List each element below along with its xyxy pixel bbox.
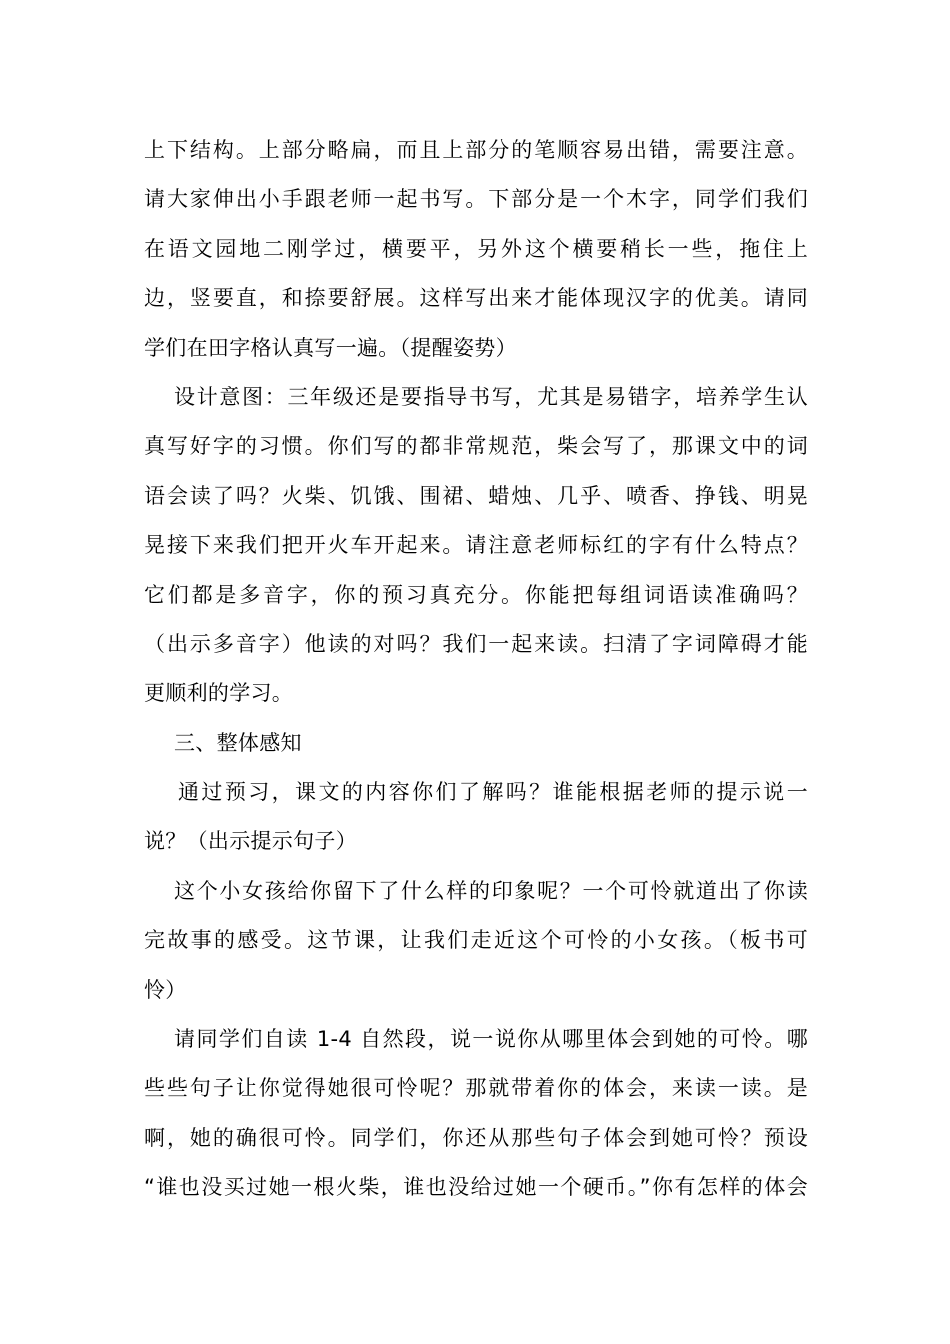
text-line-10: 它们都是多音字，你的预习真充分。你能把每组词语读准确吗？ xyxy=(144,582,808,607)
text-line-16: 这个小女孩给你留下了什么样的印象呢？一个可怜就道出了你读 xyxy=(174,878,808,903)
text-line-15: 说？（出示提示句子） xyxy=(144,829,357,854)
text-line-1: 上下结构。上部分略扁，而且上部分的笔顺容易出错，需要注意。 xyxy=(144,138,808,162)
text-line-8: 语会读了吗？火柴、饥饿、围裙、蜡烛、几乎、喷香、挣钱、明晃 xyxy=(144,483,808,508)
text-line-7: 真写好字的习惯。你们写的都非常规范，柴会写了，那课文中的词 xyxy=(144,434,808,459)
text-line-11: （出示多音字）他读的对吗？我们一起来读。扫清了字词障碍才能 xyxy=(144,631,808,656)
text-line-2: 请大家伸出小手跟老师一起书写。下部分是一个木字，同学们我们 xyxy=(144,187,808,212)
text-line-21: 啊，她的确很可怜。同学们，你还从那些句子体会到她可怜？预设 xyxy=(144,1125,808,1150)
text-line-3: 在语文园地二刚学过，横要平，另外这个横要稍长一些，拖住上 xyxy=(144,236,808,261)
text-line-5: 学们在田字格认真写一遍。（提醒姿势） xyxy=(144,335,517,360)
text-line-22: “谁也没买过她一根火柴，谁也没给过她一个硬币。”你有怎样的体会 xyxy=(144,1175,808,1200)
text-line-9: 晃接下来我们把开火车开起来。请注意老师标红的字有什么特点？ xyxy=(144,533,808,558)
text-line-20: 些些句子让你觉得她很可怜呢？那就带着你的体会，来读一读。是 xyxy=(144,1076,808,1101)
text-line-14: 通过预习，课文的内容你们了解吗？谁能根据老师的提示说一 xyxy=(178,780,808,805)
text-line-18: 怜） xyxy=(144,977,187,1002)
text-line-17: 完故事的感受。这节课，让我们走近这个可怜的小女孩。（板书可 xyxy=(144,928,808,953)
text-line-4: 边，竖要直，和捺要舒展。这样写出来才能体现汉字的优美。请同 xyxy=(144,286,808,311)
text-line-19: 请同学们自读 1-4 自然段，说一说你从哪里体会到她的可怜。哪 xyxy=(174,1027,808,1052)
document-body xyxy=(144,126,808,1213)
section-heading: 三、整体感知 xyxy=(174,730,302,755)
text-line-6: 设计意图：三年级还是要指导书写，尤其是易错字，培养学生认 xyxy=(174,384,808,409)
text-line-12: 更顺利的学习。 xyxy=(144,681,294,706)
